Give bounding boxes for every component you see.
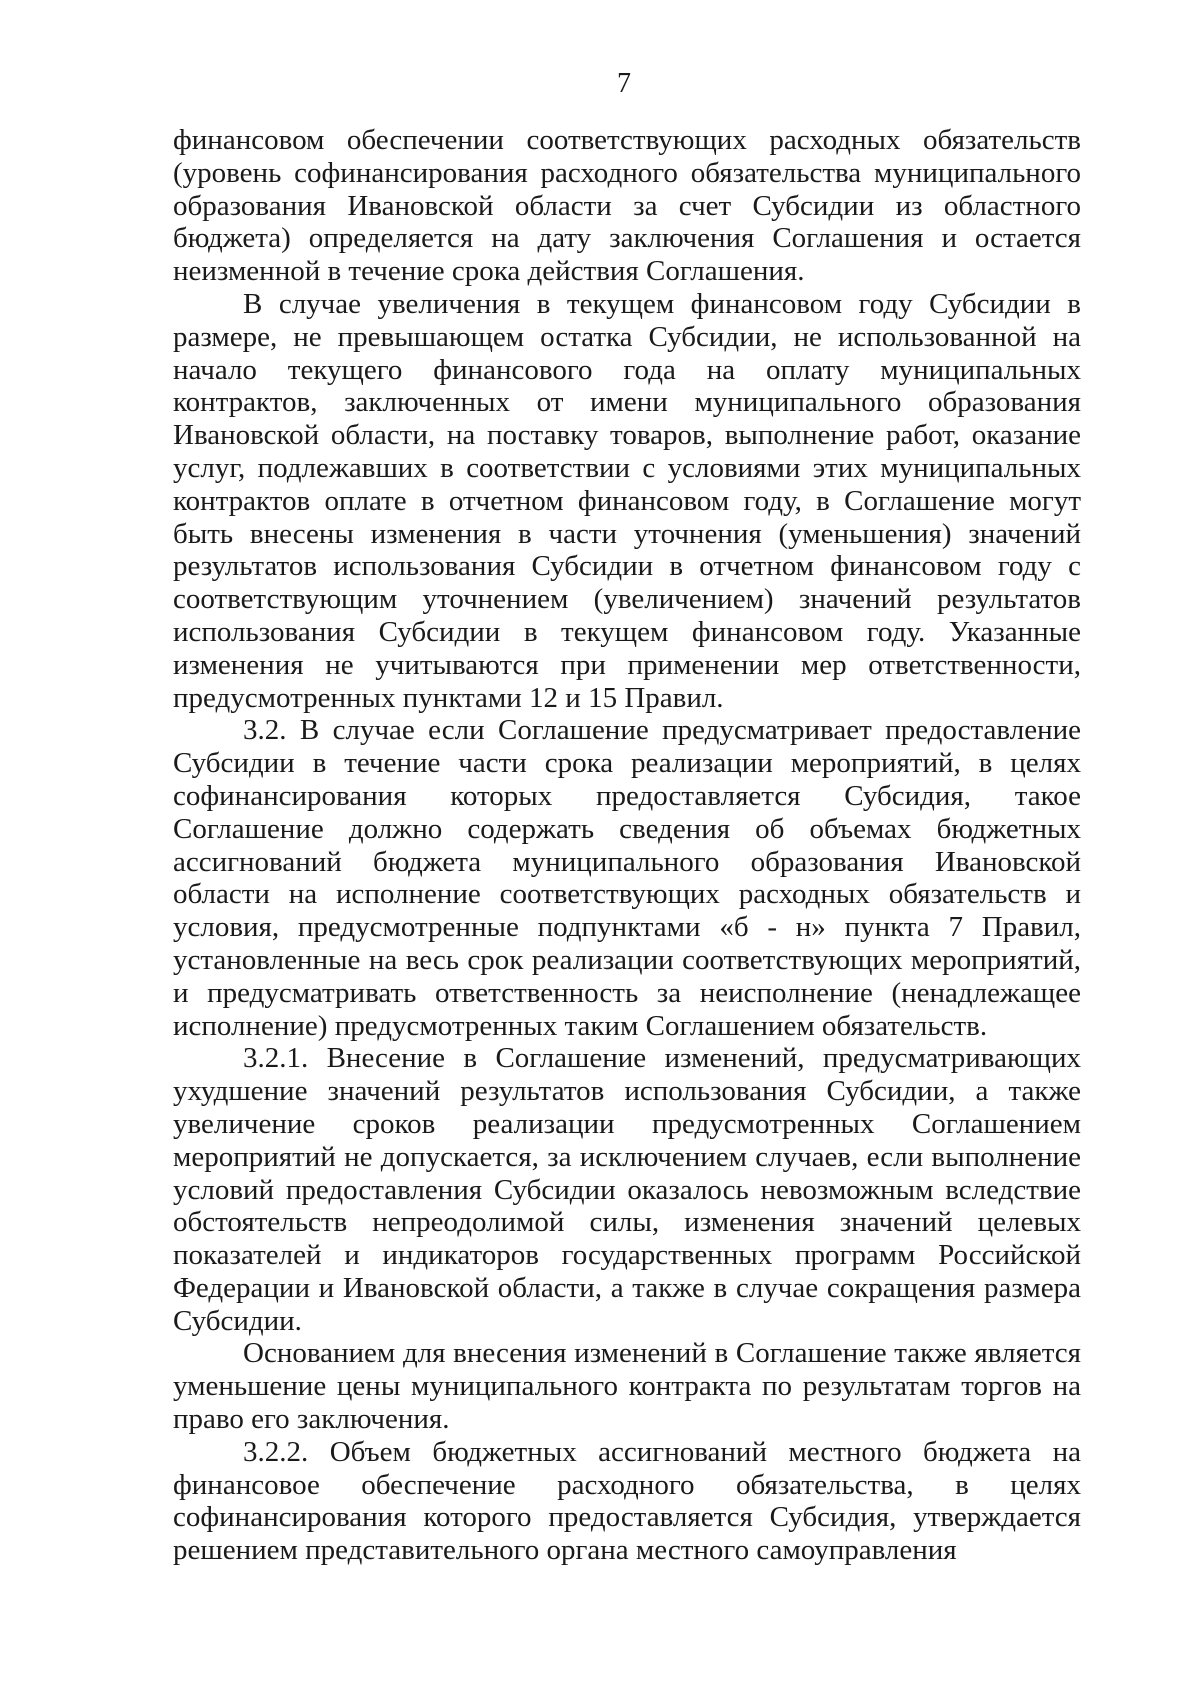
paragraph-section-3-2-1: 3.2.1. Внесение в Соглашение изменений, предусматривающих ухудшение значений результатов использования Субсидии, а также увеличение сроков реализации предусмотренных Соглашением мероприятий не допускается, за исключением случаев, если выполнение условий предоставления Субсидии оказалось невозможным вследствие обстоятельств непреодолимой силы, изменения значений целевых показателей и индикаторов государственных программ Российской Федерации и Ивановской области, а также в случае сокращения размера Субсидии. xyxy=(173,1042,1081,1337)
page-number: 7 xyxy=(617,68,631,99)
paragraph-continuation: финансовом обеспечении соответствующих расходных обязательств (уровень софинансирования расходного обязательства муниципального образования Ивановской области за счет Субсидии из областного бюджета) определяется на дату заключения Соглашения и остается неизменной в течение срока действия Соглашения. xyxy=(173,124,1081,288)
paragraph-section-3-2: 3.2. В случае если Соглашение предусматривает предоставление Субсидии в течение части срока реализации мероприятий, в целях софинансирования которых предоставляется Субсидия, такое Соглашение должно содержать сведения об объемах бюджетных ассигнований бюджета муниципального образования Ивановской области на исполнение соответствующих расходных обязательств и условия, предусмотренные подпунктами «б - н» пункта 7 Правил, установленные на весь срок реализации соответствующих мероприятий, и предусматривать ответственность за неисполнение (ненадлежащее исполнение) предусмотренных таким Соглашением обязательств. xyxy=(173,714,1081,1042)
paragraph-subsidy-increase: В случае увеличения в текущем финансовом году Субсидии в размере, не превышающем остатка Субсидии, не использованной на начало текущего финансового года на оплату муниципальных контрактов, заключенных от имени муниципального образования Ивановской области, на поставку товаров, выполнение работ, оказание услуг, подлежавших в соответствии с условиями этих муниципальных контрактов оплате в отчетном финансовом году, в Соглашение могут быть внесены изменения в части уточнения (уменьшения) значений результатов использования Субсидии в отчетном финансовом году с соответствующим уточнением (увеличением) значений результатов использования Субсидии в текущем финансовом году. Указанные изменения не учитываются при применении мер ответственности, предусмотренных пунктами 12 и 15 Правил. xyxy=(173,287,1081,714)
document-body xyxy=(173,124,1081,1567)
paragraph-section-3-2-2: 3.2.2. Объем бюджетных ассигнований местного бюджета на финансовое обеспечение расходного обязательства, в целях софинансирования которого предоставляется Субсидия, утверждается решением представительного органа местного самоуправления xyxy=(173,1435,1081,1567)
paragraph-contract-price: Основанием для внесения изменений в Соглашение также является уменьшение цены муниципального контракта по результатам торгов на право его заключения. xyxy=(173,1337,1081,1436)
